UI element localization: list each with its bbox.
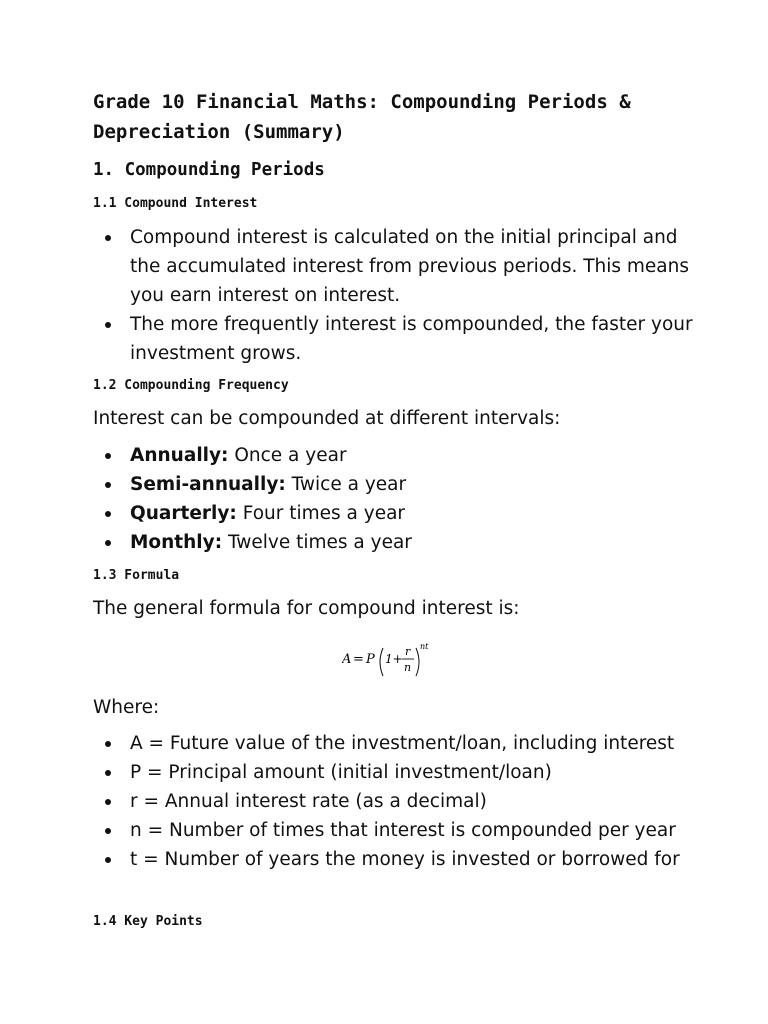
formula-graphic (342, 640, 442, 682)
page-title: Grade 10 Financial Maths: Compounding Periods & Depreciation (Summary) (93, 91, 631, 143)
where-label: Where: (93, 697, 160, 718)
bullet-icon (105, 453, 111, 459)
compound-interest-formula (342, 640, 442, 682)
list-item: Semi-annually: Twice a year (93, 470, 693, 499)
frequency-intro: Interest can be compounded at different intervals: (93, 408, 561, 429)
section-heading-compounding-periods: 1. Compounding Periods (93, 160, 325, 180)
subheading-compounding-frequency: 1.2 Compounding Frequency (93, 378, 289, 393)
bullet-icon (105, 770, 111, 776)
subheading-formula: 1.3 Formula (93, 568, 180, 583)
right-paren-icon (416, 648, 419, 676)
bullet-icon (105, 540, 111, 546)
bullet-icon (105, 511, 111, 517)
bullet-icon (105, 235, 111, 241)
formula-lhs: A (342, 652, 352, 667)
subheading-compound-interest: 1.1 Compound Interest (93, 196, 258, 211)
list-item: P = Principal amount (initial investment/loan) (93, 758, 693, 787)
bullet-icon (105, 828, 111, 834)
list-item: The more frequently interest is compounded, the faster your investment grows. (93, 310, 693, 368)
formula-numerator: r (405, 645, 411, 658)
list-item: Annually: Once a year (93, 441, 693, 470)
bullet-icon (105, 741, 111, 747)
list-item: r = Annual interest rate (as a decimal) (93, 787, 693, 816)
bullet-icon (105, 799, 111, 805)
subheading-key-points: 1.4 Key Points (93, 914, 203, 929)
compound-interest-list (93, 223, 693, 368)
formula-one-plus: 1+ (385, 652, 403, 666)
left-paren-icon (380, 648, 383, 676)
list-item: t = Number of years the money is invested or borrowed for (93, 845, 693, 874)
frequency-list (93, 441, 693, 557)
formula-denominator: n (404, 661, 412, 674)
formula-intro: The general formula for compound interest is: (93, 598, 520, 619)
list-item: n = Number of times that interest is compounded per year (93, 816, 693, 845)
bullet-icon (105, 857, 111, 863)
formula-principal: P (366, 652, 375, 667)
list-item: Compound interest is calculated on the initial principal and the accumulated interest from previous periods. This means you earn interest on interest. (93, 223, 693, 310)
bullet-icon (105, 322, 111, 328)
formula-exponent: nt (420, 642, 429, 651)
formula-equals: = (353, 652, 364, 667)
list-item: A = Future value of the investment/loan, including interest (93, 729, 693, 758)
variable-definitions-list (93, 729, 693, 874)
bullet-icon (105, 482, 111, 488)
list-item: Quarterly: Four times a year (93, 499, 693, 528)
list-item: Monthly: Twelve times a year (93, 528, 693, 557)
